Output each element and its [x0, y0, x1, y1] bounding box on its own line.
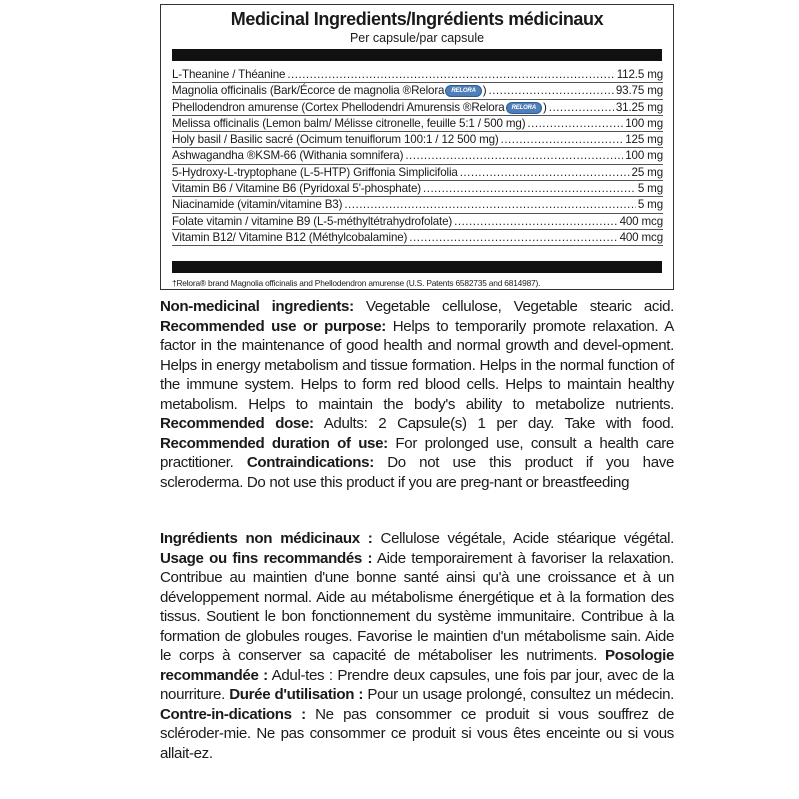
dot-leader: [287, 67, 614, 83]
use-text: Helps to temporarily promote relaxation. A factor in the maintenance of good health and normal growth and devel-opment. Helps in energy metabolism and tissue formation. Helps in the normal function of the immune system. Helps to form red blood cells. Helps to maintain healthy metabolism. Helps to maintain the body's ability to metabolize nutrients.: [160, 317, 674, 413]
ingredient-amount: 400 mcg: [619, 214, 663, 228]
relora-logo: RELORA: [506, 102, 542, 114]
ingredient-row: [172, 197, 663, 213]
use-label: Recommended use or purpose:: [160, 317, 386, 335]
ingredient-amount: 5 mg: [637, 182, 663, 196]
contraindications-label-fr: Contre-in-dications :: [160, 705, 306, 723]
contraindications-text-fr: Ne pas consommer ce produit si vous souffrez de scléroder-mie. Ne pas consommer ce produit si vous êtes enceinte ou si vous allait-ez.: [160, 705, 675, 762]
dose-text: Adults: 2 Capsule(s) 1 per day. Take with food.: [313, 415, 674, 432]
dot-leader: [527, 116, 623, 132]
ingredient-name-text: Phellodendron amurense (Cortex Phellodendri Amurensis ®Relora: [172, 100, 505, 114]
ingredient-name: [172, 67, 285, 83]
ingredient-name-text: Magnolia officinalis (Bark/Écorce de magnolia ®Relora: [172, 84, 445, 98]
dose-label: Recommended dose:: [160, 415, 314, 432]
duration-text-fr: Pour un usage prolongé, consultez un médecin.: [363, 686, 674, 703]
ingredient-row: [172, 100, 663, 116]
ingredient-amount: 31.25 mg: [615, 100, 663, 114]
panel-title: Medicinal Ingredients/Ingrédients médicinaux: [230, 9, 604, 29]
ingredient-row: [172, 214, 663, 230]
contraindications-text: Do not use this product if you have scleroderma. Do not use this product if you are preg-nant or breastfeeding: [160, 454, 674, 491]
ingredient-name: [172, 148, 403, 164]
ingredient-name: [172, 116, 525, 132]
french-directions: [160, 529, 674, 763]
english-directions: [160, 297, 674, 492]
ingredient-amount: 100 mg: [625, 149, 663, 163]
ingredient-name: [172, 214, 452, 230]
ingredient-amount: 125 mg: [625, 133, 663, 147]
ingredient-name-text: Folate vitamin / vitamine B9 (L-5-méthyltétrahydrofolate): [172, 214, 453, 228]
ingredient-name-text: 5-Hydroxy-L-tryptophane (L-5-HTP) Griffonia Simplicifolia: [172, 165, 458, 179]
medicinal-ingredients-panel: [160, 4, 674, 290]
ingredient-row: [172, 148, 663, 164]
panel-subtitle: Per capsule/par capsule: [349, 31, 485, 45]
ingredient-amount: 25 mg: [631, 165, 663, 179]
ingredient-row: [172, 230, 663, 246]
duration-text: For prolonged use, consult a health care practitioner.: [160, 434, 674, 471]
dot-leader: [405, 148, 623, 164]
ingredient-row: [172, 116, 663, 132]
dot-leader: [344, 197, 636, 213]
relora-logo: RELORA: [445, 85, 481, 97]
ingredient-name-text: Vitamin B12/ Vitamine B12 (Méthylcobalamine): [172, 230, 408, 244]
ingredient-amount: 400 mcg: [619, 230, 663, 244]
ingredient-name: [172, 100, 547, 116]
non-medicinal-label: Non-medicinal ingredients:: [160, 298, 354, 315]
ingredient-name: [172, 181, 421, 197]
dot-leader: [454, 214, 617, 230]
ingredient-name: [172, 83, 486, 99]
ingredient-row: [172, 67, 663, 83]
ingredient-name: [172, 165, 458, 181]
non-medicinal-text: Vegetable cellulose, Vegetable stearic acid.: [353, 298, 675, 315]
use-label-fr: Usage ou fins recommandés :: [160, 549, 373, 567]
non-medicinal-label-fr: Ingrédients non médicinaux :: [160, 530, 373, 547]
top-divider-bar: [172, 49, 662, 61]
relora-footnote: †Relora® brand Magnolia officinalis and Phellodendron amurense (U.S. Patents 6582735 and 6814987).: [172, 278, 541, 288]
ingredient-name-text: Vitamin B6 / Vitamine B6 (Pyridoxal 5'-phosphate): [172, 182, 421, 196]
dot-leader: [549, 100, 614, 116]
ingredient-name-text: Niacinamide (vitamin/vitamine B3): [172, 198, 343, 212]
ingredient-name-suffix: ): [482, 84, 487, 98]
dot-leader: [460, 165, 630, 181]
ingredient-row: [172, 181, 663, 197]
bottom-divider-bar: [172, 261, 662, 273]
dose-text-fr: Adul-tes : Prendre deux capsules, une fois par jour, avec de la nourriture.: [160, 666, 674, 703]
dot-leader: [488, 83, 613, 99]
ingredient-row: [172, 165, 663, 181]
ingredient-amount: 93.75 mg: [615, 84, 663, 98]
dose-label-fr: Posologie recommandée :: [160, 647, 674, 684]
dot-leader: [501, 132, 624, 148]
ingredient-name-text: Holy basil / Basilic sacré (Ocimum tenuiflorum 100:1 / 12 500 mg): [172, 133, 499, 147]
non-medicinal-text-fr: Cellulose végétale, Acide stéarique végétal.: [372, 530, 674, 547]
duration-label-fr: Durée d'utilisation :: [229, 686, 364, 703]
ingredient-name-suffix: ): [543, 100, 547, 114]
ingredient-name-text: Ashwagandha ®KSM-66 (Withania somnifera): [172, 149, 404, 163]
use-text-fr: Aide temporairement à favoriser la relaxation. Contribue au maintien d'une bonne santé ainsi qu'à une croissance et à un développement normal. Aide au métabolisme énergétique et à la formation des tissus. Soutient le bon fonctionnement du système immunitaire. Contribue à la formation de globules rouges. Favorise le maintien d'un métabolisme sain. Aide le corps à conserver sa capacité de métaboliser les nutriments.: [160, 549, 674, 664]
ingredient-name: [172, 197, 342, 213]
ingredient-name: [172, 132, 499, 148]
ingredient-amount: 5 mg: [637, 198, 663, 212]
ingredient-amount: 112.5 mg: [616, 68, 663, 81]
duration-label: Recommended duration of use:: [160, 434, 388, 452]
ingredient-name: [172, 230, 407, 246]
dot-leader: [423, 181, 636, 197]
contraindications-label: Contraindications:: [246, 454, 374, 471]
ingredient-amount: 100 mg: [625, 116, 663, 130]
ingredient-row: [172, 83, 663, 99]
dot-leader: [409, 230, 617, 246]
ingredient-row: [172, 132, 663, 148]
ingredient-list: [172, 67, 663, 246]
ingredient-name-text: L-Theanine / Théanine: [172, 68, 286, 81]
ingredient-name-text: Melissa officinalis (Lemon balm/ Mélisse citronelle, feuille 5:1 / 500 mg): [172, 116, 526, 130]
